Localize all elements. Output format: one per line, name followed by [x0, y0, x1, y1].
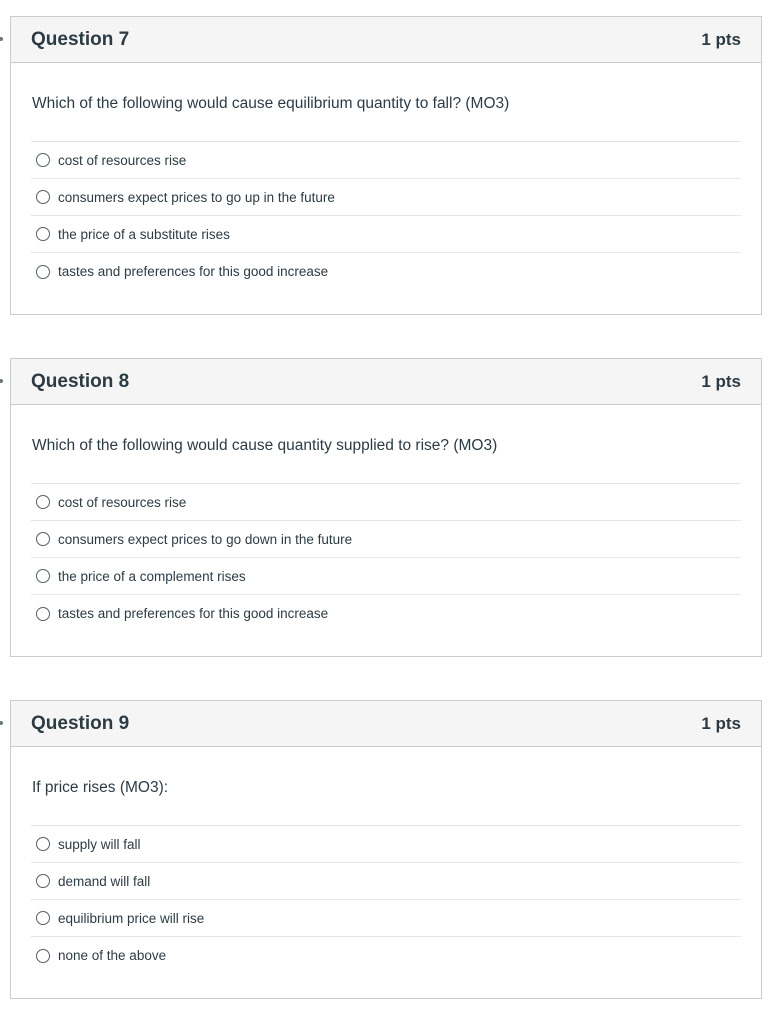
radio-button[interactable]	[36, 911, 50, 925]
answer-label: demand will fall	[58, 873, 151, 889]
answer-option[interactable]	[31, 595, 741, 632]
question-title: Question 7	[31, 28, 130, 50]
answer-label: the price of a complement rises	[58, 568, 246, 584]
radio-button[interactable]	[36, 227, 50, 241]
question-points: 1 pts	[701, 371, 741, 391]
question-9-card	[10, 700, 762, 999]
question-body	[11, 63, 761, 290]
answer-label: none of the above	[58, 948, 167, 963]
answer-option[interactable]	[31, 142, 741, 179]
radio-button[interactable]	[36, 190, 50, 204]
question-title: Question 9	[31, 712, 130, 734]
question-points: 1 pts	[701, 713, 741, 733]
answer-option[interactable]	[31, 216, 741, 253]
answer-option[interactable]	[31, 253, 741, 290]
radio-button[interactable]	[36, 607, 50, 621]
answer-label: consumers expect prices to go up in the future	[58, 189, 335, 205]
answer-label: cost of resources rise	[58, 494, 187, 510]
answer-option[interactable]	[31, 179, 741, 216]
answer-list	[31, 483, 741, 632]
answer-label: tastes and preferences for this good increase	[58, 606, 329, 621]
radio-button[interactable]	[36, 949, 50, 963]
question-marker-icon	[0, 721, 3, 725]
radio-button[interactable]	[36, 874, 50, 888]
answer-label: cost of resources rise	[58, 152, 187, 168]
question-marker-icon	[0, 379, 3, 383]
answer-option[interactable]	[31, 826, 741, 863]
answer-label: tastes and preferences for this good increase	[58, 264, 329, 279]
answer-list	[31, 141, 741, 290]
answer-label: supply will fall	[58, 836, 141, 852]
answer-label: equilibrium price will rise	[58, 910, 205, 926]
question-text: Which of the following would cause quantity supplied to rise? (MO3)	[32, 437, 498, 454]
answer-option[interactable]	[31, 863, 741, 900]
question-header	[11, 17, 761, 63]
answer-label: consumers expect prices to go down in the future	[58, 531, 353, 547]
question-header	[11, 359, 761, 405]
radio-button[interactable]	[36, 495, 50, 509]
question-body	[11, 405, 761, 632]
answer-option[interactable]	[31, 484, 741, 521]
radio-button[interactable]	[36, 532, 50, 546]
answer-option[interactable]	[31, 900, 741, 937]
answer-option[interactable]	[31, 937, 741, 974]
answer-option[interactable]	[31, 558, 741, 595]
radio-button[interactable]	[36, 265, 50, 279]
question-marker-icon	[0, 37, 3, 41]
radio-button[interactable]	[36, 837, 50, 851]
question-body	[11, 747, 761, 974]
question-title: Question 8	[31, 370, 130, 392]
question-header	[11, 701, 761, 747]
answer-label: the price of a substitute rises	[58, 226, 230, 242]
question-points: 1 pts	[701, 29, 741, 49]
question-text: If price rises (MO3):	[32, 779, 169, 796]
question-text: Which of the following would cause equilibrium quantity to fall? (MO3)	[32, 95, 510, 112]
question-8-card	[10, 358, 762, 657]
answer-list	[31, 825, 741, 974]
question-7-card	[10, 16, 762, 315]
radio-button[interactable]	[36, 153, 50, 167]
radio-button[interactable]	[36, 569, 50, 583]
answer-option[interactable]	[31, 521, 741, 558]
